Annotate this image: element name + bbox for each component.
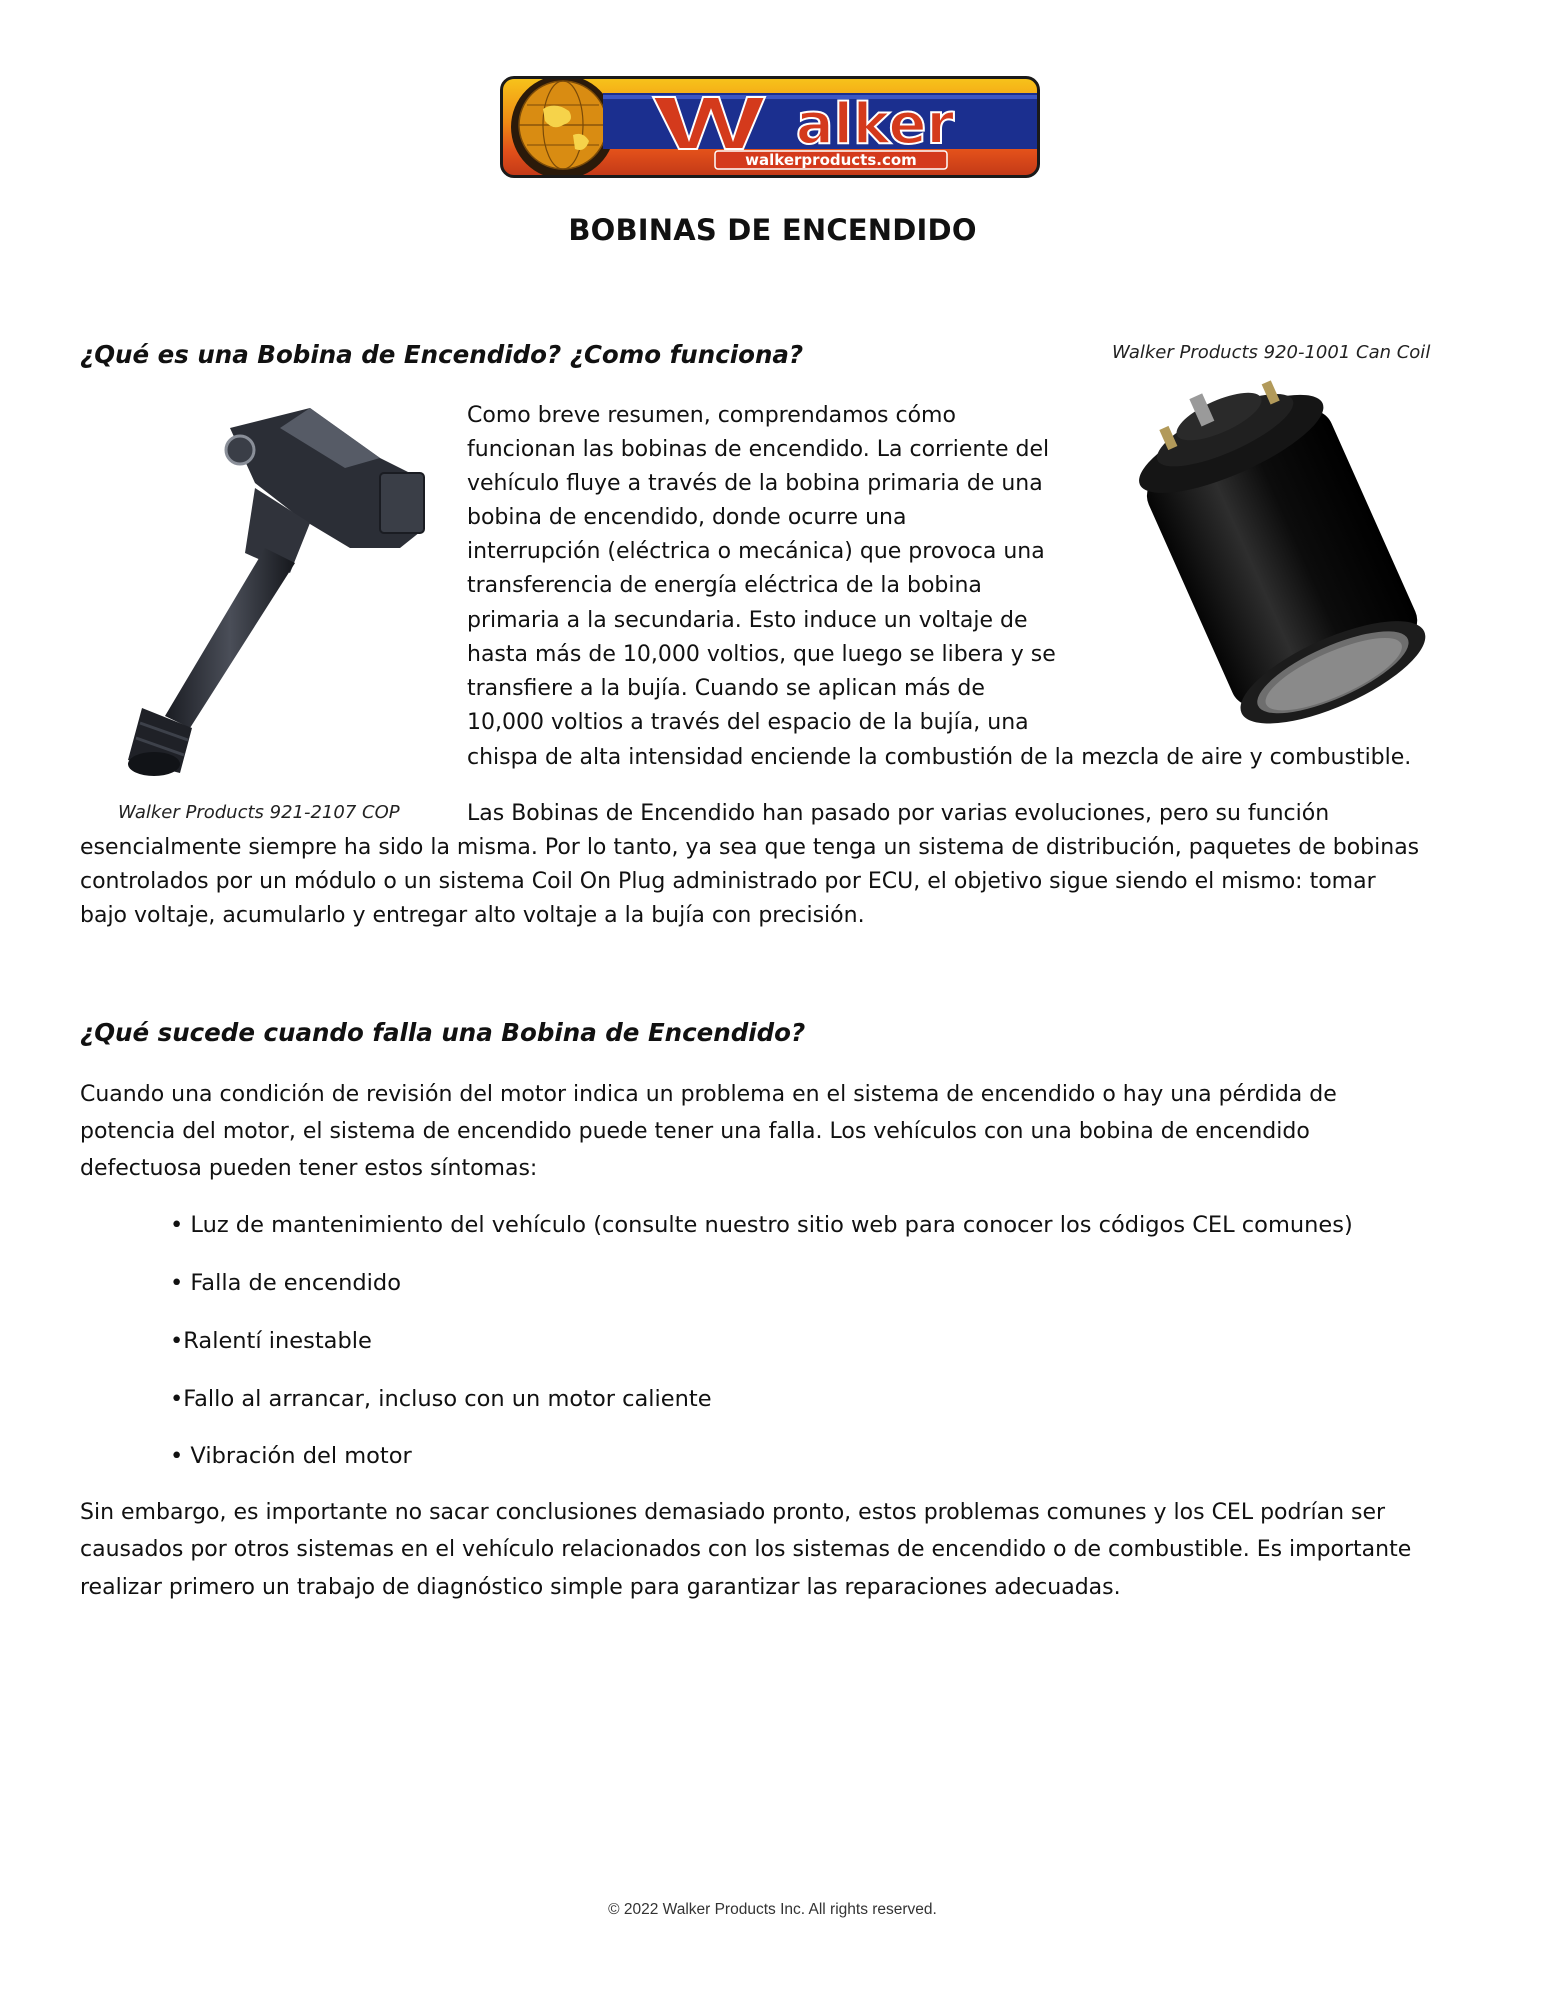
list-item: • Falla de encendido xyxy=(170,1270,401,1296)
para1-line: hasta más de 10,000 voltios, que luego se libera y se xyxy=(467,642,1056,667)
list-item: •Ralentí inestable xyxy=(170,1328,372,1354)
logo-brand-text: alker xyxy=(795,92,955,157)
list-item: •Fallo al arrancar, incluso con un motor caliente xyxy=(170,1386,712,1412)
para1-line: primaria a la secundaria. Esto induce un voltaje de xyxy=(467,608,1028,633)
para1-line: Como breve resumen, comprendamos cómo xyxy=(467,403,956,428)
copyright-footer: © 2022 Walker Products Inc. All rights reserved. xyxy=(608,1901,937,1918)
page-title: BOBINAS DE ENCENDIDO xyxy=(568,213,977,247)
para1-line: transfiere a la bujía. Cuando se aplican más de xyxy=(467,676,985,701)
can-coil-image xyxy=(1108,374,1448,724)
para1-line: transferencia de energía eléctrica de la bobina xyxy=(467,573,982,598)
closing-line: Sin embargo, es importante no sacar conclusiones demasiado pronto, estos problemas comunes y los CEL podrían ser xyxy=(80,1500,1386,1525)
para1-line: 10,000 voltios a través del espacio de la bujía, una xyxy=(467,710,1029,735)
para1-line: funcionan las bobinas de encendido. La corriente del xyxy=(467,437,1050,462)
cop-coil-image xyxy=(80,398,440,778)
intro-line: potencia del motor, el sistema de encendido puede tener una falla. Los vehículos con una bobina de encendido xyxy=(80,1119,1310,1144)
section2-heading: ¿Qué sucede cuando falla una Bobina de Encendido? xyxy=(80,1018,806,1047)
para2-line: esencialmente siempre ha sido la misma. Por lo tanto, ya sea que tenga un sistema de distribución, paquetes de bobinas xyxy=(80,835,1420,860)
intro-line: defectuosa pueden tener estos síntomas: xyxy=(80,1156,538,1181)
para1-line: chispa de alta intensidad enciende la combustión de la mezcla de aire y combustible. xyxy=(467,745,1412,770)
logo-url-text: walkerproducts.com xyxy=(745,151,917,169)
para1-line: vehículo fluye a través de la bobina primaria de una xyxy=(467,471,1043,496)
list-item: • Vibración del motor xyxy=(170,1443,412,1469)
para2-line: Las Bobinas de Encendido han pasado por varias evoluciones, pero su función xyxy=(467,801,1330,826)
logo-artwork xyxy=(503,79,1037,175)
para1-line: bobina de encendido, donde ocurre una xyxy=(467,505,907,530)
caption-can-coil: Walker Products 920-1001 Can Coil xyxy=(1112,342,1431,363)
section1-heading: ¿Qué es una Bobina de Encendido? ¿Como funciona? xyxy=(80,340,804,369)
para2-line: controlados por un módulo o un sistema Coil On Plug administrado por ECU, el objetivo sigue siendo el mismo: tomar xyxy=(80,869,1376,894)
para2-line: bajo voltaje, acumularlo y entregar alto voltaje a la bujía con precisión. xyxy=(80,903,865,928)
para1-line: interrupción (eléctrica o mecánica) que provoca una xyxy=(467,539,1045,564)
closing-line: causados por otros sistemas en el vehículo relacionados con los sistemas de encendido o de combustible. Es importante xyxy=(80,1537,1412,1562)
caption-cop-coil: Walker Products 921-2107 COP xyxy=(118,802,400,823)
list-item: • Luz de mantenimiento del vehículo (consulte nuestro sitio web para conocer los códigos CEL comunes) xyxy=(170,1212,1353,1238)
walker-logo xyxy=(500,76,1040,178)
intro-line: Cuando una condición de revisión del motor indica un problema en el sistema de encendido o hay una pérdida de xyxy=(80,1082,1337,1107)
closing-line: realizar primero un trabajo de diagnóstico simple para garantizar las reparaciones adecuadas. xyxy=(80,1575,1121,1600)
